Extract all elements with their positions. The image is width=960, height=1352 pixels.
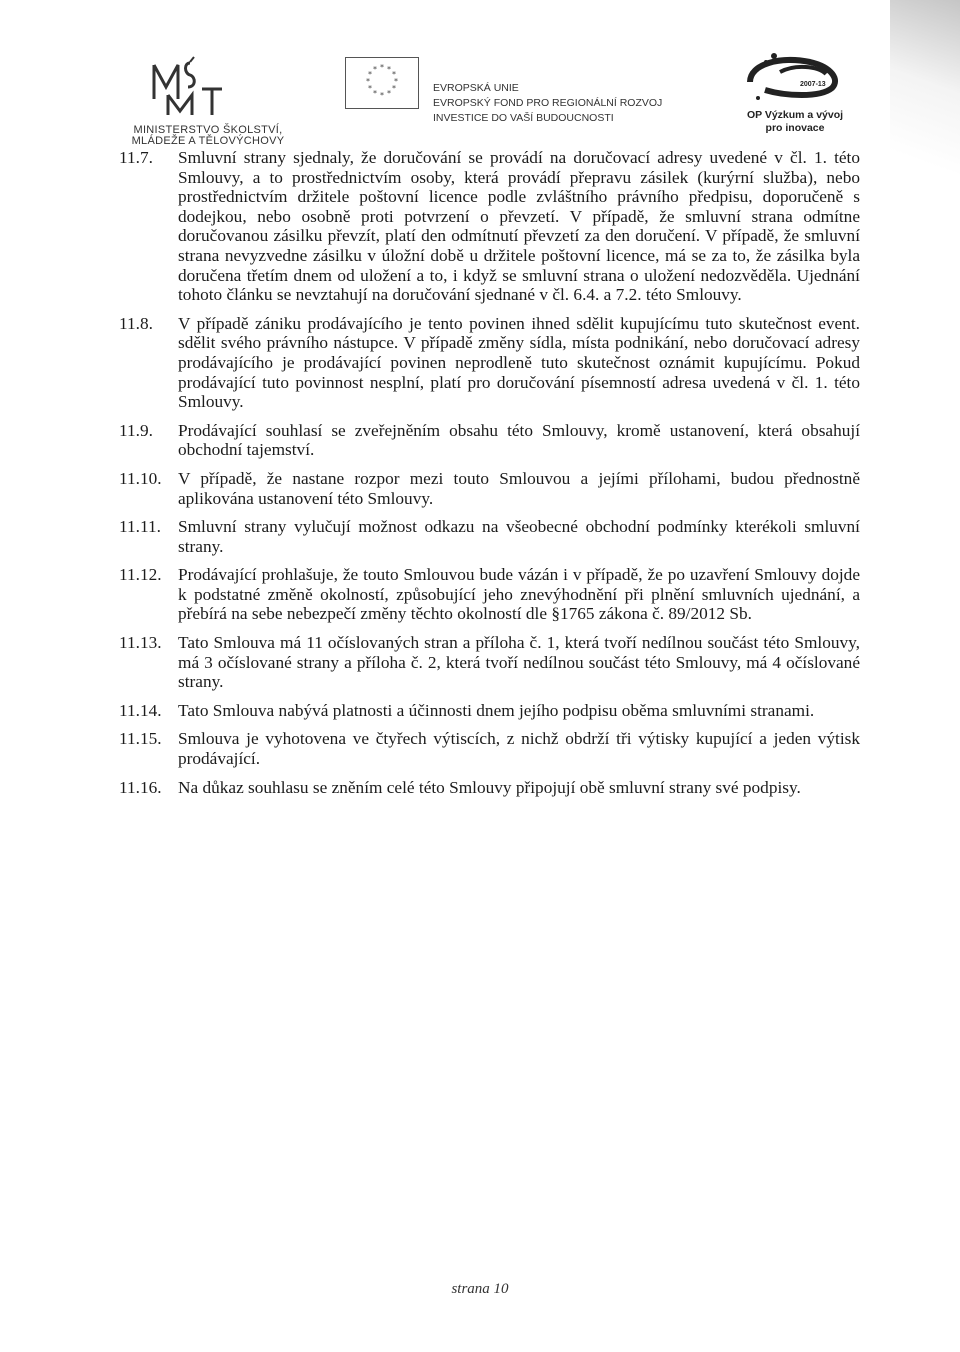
op-years: 2007-13 — [800, 81, 826, 88]
clause-number: 11.12. — [119, 565, 162, 585]
clause-number: 11.8. — [119, 313, 153, 333]
clause-11-11 — [119, 517, 860, 556]
clause-text: Tato Smlouva nabývá platnosti a účinnosti dnem jejího podpisu oběma smluvními stranami. — [178, 700, 815, 720]
clause-text: Smluvní strany vylučují možnost odkazu na všeobecné obchodní podmínky kterékoli smluvní strany. — [178, 517, 860, 556]
svg-text:*: * — [380, 91, 384, 100]
clause-text: V případě, že nastane rozpor mezi touto Smlouvou a jejími přílohami, budou přednostně aplikována ustanovení této Smlouvy. — [178, 468, 860, 508]
clause-11-13 — [119, 633, 860, 692]
clause-number: 11.10. — [119, 468, 162, 488]
svg-text:*: * — [380, 63, 384, 72]
svg-text:*: * — [368, 84, 372, 93]
eu-text-line2: EVROPSKÝ FOND PRO REGIONÁLNÍ ROZVOJ — [433, 97, 663, 109]
svg-text:*: * — [392, 84, 396, 93]
svg-text:*: * — [373, 89, 377, 98]
contract-clauses — [119, 148, 860, 806]
eu-text-line3: INVESTICE DO VAŠÍ BUDOUCNOSTI — [433, 112, 614, 124]
msmt-text-line1: MINISTERSTVO ŠKOLSTVÍ, — [133, 124, 283, 136]
clause-11-9 — [119, 421, 860, 460]
eu-flag-icon — [345, 57, 419, 109]
svg-text:*: * — [394, 77, 398, 86]
clause-text: Prodávající souhlasí se zveřejněním obsahu této Smlouvy, kromě ustanovení, která obsahují obchodní tajemství. — [178, 420, 860, 460]
eu-text-line1: EVROPSKÁ UNIE — [433, 82, 519, 94]
clause-11-8 — [119, 314, 860, 412]
op-vavpi-logo — [740, 50, 850, 134]
op-swirl-icon — [740, 50, 850, 110]
clause-text: Smluvní strany sjednaly, že doručování se provádí na doručovací adresy uvedené v čl. 1. této Smlouvy, a to prostřednictvím osoby, která provádí přepravu zásilek (kurýrní služba), nebo prostřednictvím držitele poštovní licence podle zvláštního právního předpisu, doporučeně s dodejkou, nebo osobně proti potvrzení o převzetí. V případě, že smluvní strana odmítne doručovanou zásilku převzít, platí den odmítnutí převzetí za den doručení. V případě, že smluvní strana nevyzvedne zásilku v úložní době u držitele poštovní licence, má se za to, že zásilka byla doručena třetím dnem od uložení a to, i když se smluvní strana o uložení nedozvěděla. Ujednání tohoto článku se nevztahují na doručování sjednané v čl. 6.4. a 7.2. této Smlouvy. — [178, 148, 860, 305]
svg-text:*: * — [368, 70, 372, 79]
clause-text: Smlouva je vyhotovena ve čtyřech výtiscích, z nichž obdrží tři výtisky kupující a jeden výtisk prodávající. — [178, 729, 860, 769]
op-text-line1: OP Výzkum a vývoj — [746, 109, 844, 121]
clause-11-10 — [119, 469, 860, 508]
clause-number: 11.11. — [119, 517, 161, 537]
clause-number: 11.15. — [119, 729, 162, 749]
clause-number: 11.16. — [119, 777, 162, 797]
msmt-logo-icon — [150, 55, 240, 117]
svg-text:*: * — [366, 77, 370, 86]
clause-number: 11.7. — [119, 148, 153, 167]
clause-text: Na důkaz souhlasu se zněním celé této Smlouvy připojují obě smluvní strany své podpisy. — [178, 777, 801, 797]
page-number: strana 10 — [451, 1281, 509, 1297]
clause-number: 11.14. — [119, 700, 162, 720]
clause-11-15 — [119, 729, 860, 768]
clause-text: V případě zániku prodávajícího je tento povinen ihned sdělit kupujícímu tuto skutečnost event. sdělit svého právního nástupce. V případě změny sídla, místa podnikání, nebo doručovací adresy prodávajícího je prodávající povinen neprodleně tuto skutečnost oznámit kupujícímu. Pokud prodávající tuto povinnost nesplní, platí pro doručování písemností adresa uvedená v čl. 1. této Smlouvy. — [178, 313, 860, 412]
clause-11-12 — [119, 565, 860, 624]
svg-text:*: * — [387, 65, 391, 74]
clause-11-14 — [119, 701, 860, 721]
clause-11-16 — [119, 778, 860, 798]
msmt-text-line2: MLÁDEŽE A TĚLOVÝCHOVY — [131, 135, 285, 147]
clause-number: 11.9. — [119, 420, 153, 440]
op-text-line2: pro inovace — [765, 122, 825, 134]
svg-text:*: * — [392, 70, 396, 79]
clause-text: Tato Smlouva má 11 očíslovaných stran a příloha č. 1, která tvoří nedílnou součást této Smlouvy, má 3 očíslované strany a příloha č. 2, která tvoří nedílnou součást této Smlouvy, má 4 očíslované strany. — [178, 633, 860, 692]
clause-text: Prodávající prohlašuje, že touto Smlouvou bude vázán i v případě, že po uzavření Smlouvy dojde k podstatné změně okolností, způsobující jeho znevýhodnění při plnění smluvních ujednání, a přebírá na sebe nebezpečí změny těchto okolností dle §1765 zákona č. 89/2012 Sb. — [178, 565, 860, 624]
svg-text:*: * — [373, 65, 377, 74]
svg-text:*: * — [387, 89, 391, 98]
clause-11-7 — [119, 148, 860, 305]
page-header — [0, 0, 960, 150]
clause-number: 11.13. — [119, 633, 162, 653]
